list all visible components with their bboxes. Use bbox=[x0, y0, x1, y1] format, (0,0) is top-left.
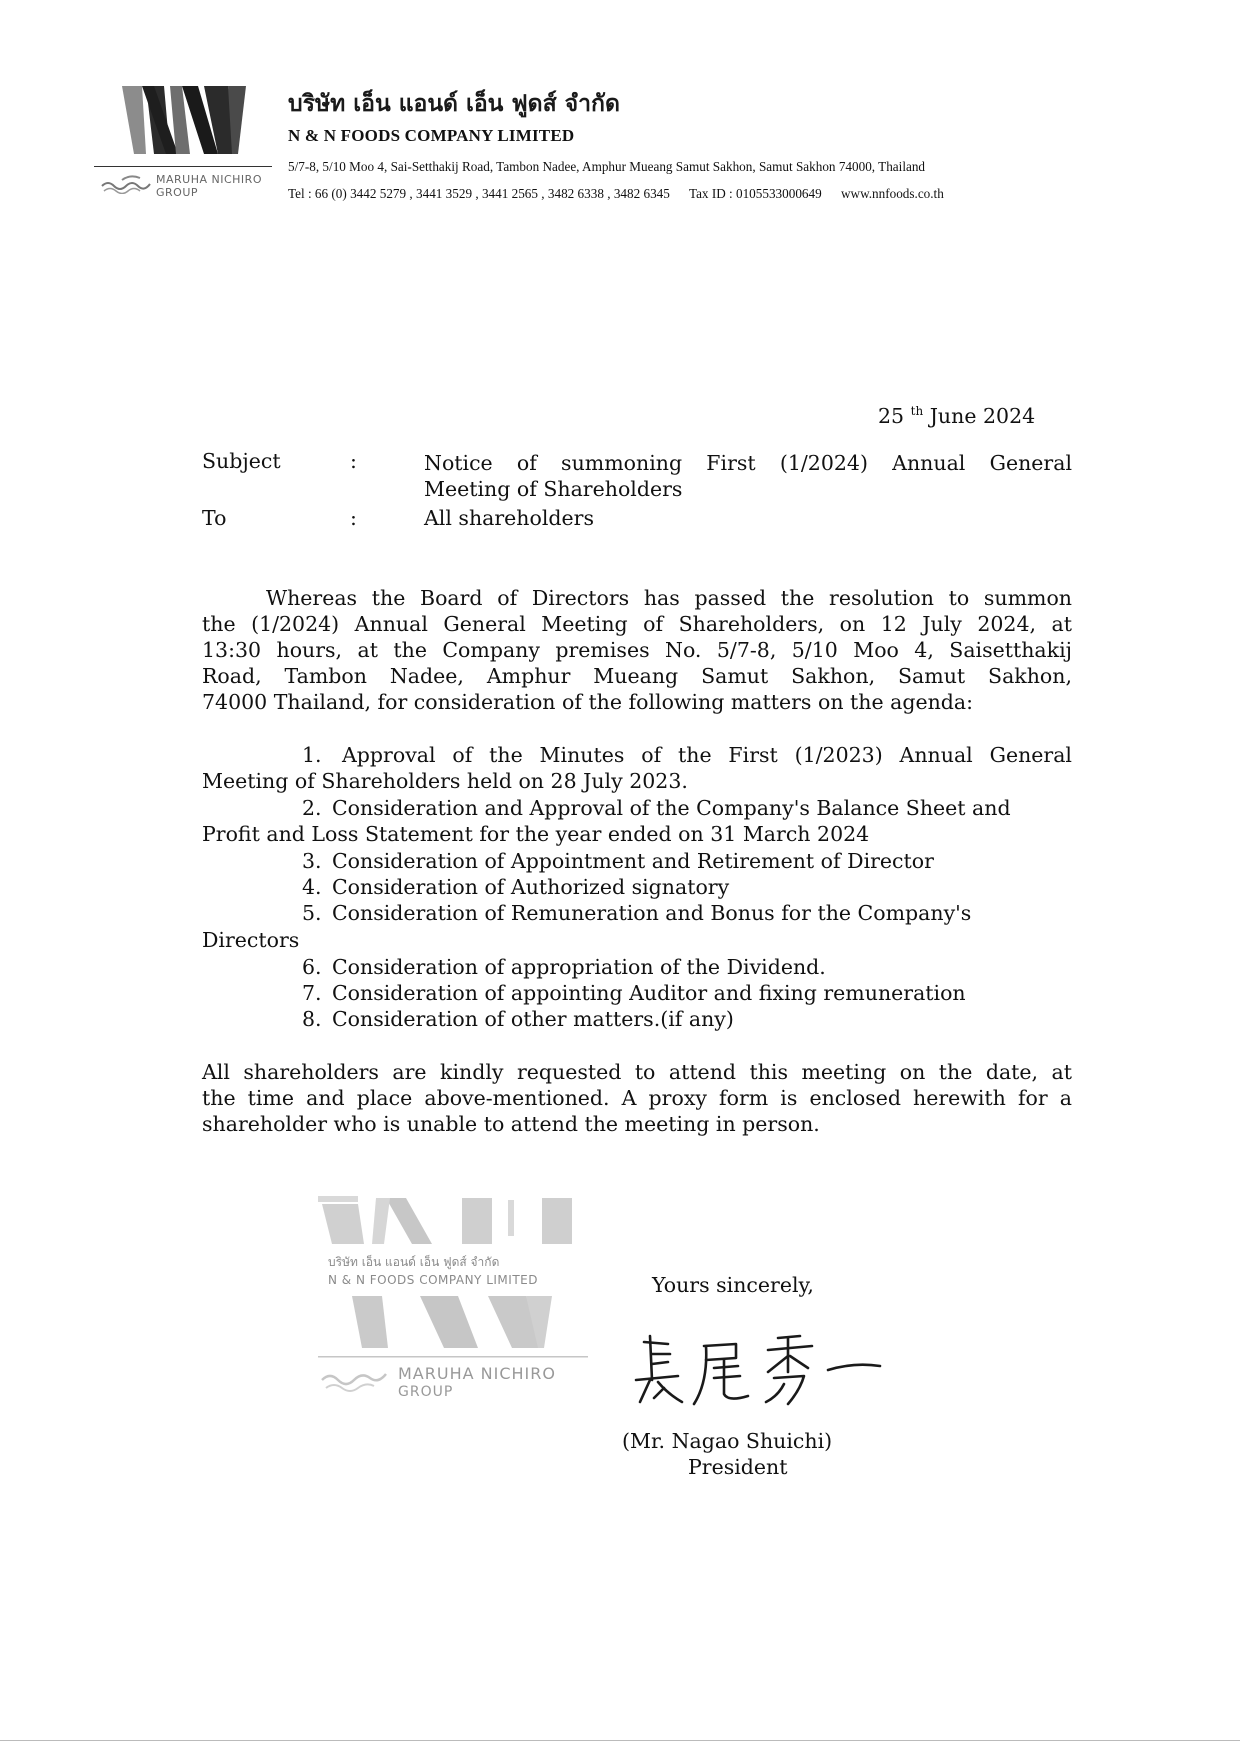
logo-divider bbox=[94, 166, 272, 167]
company-contact bbox=[288, 186, 960, 202]
closing-line: shareholder who is unable to attend the meeting in person. bbox=[202, 1112, 820, 1136]
closing-line: the time and place above-mentioned. A proxy form is enclosed herewith for a bbox=[202, 1086, 1072, 1110]
agenda-item-4: Consideration of Authorized signatory bbox=[332, 875, 730, 899]
signer-title: President bbox=[688, 1455, 788, 1479]
letter-date bbox=[878, 398, 1035, 430]
date-suffix: th bbox=[910, 404, 924, 418]
agenda-item-8: Consideration of other matters.(if any) bbox=[332, 1007, 734, 1031]
agenda-item-6: Consideration of appropriation of the Dividend. bbox=[332, 955, 826, 979]
agenda-number: 4. bbox=[302, 875, 322, 899]
agenda-item-2: Consideration and Approval of the Company's Balance Sheet and bbox=[332, 796, 1011, 820]
agenda-number: 8. bbox=[302, 1007, 322, 1031]
subject-label: Subject bbox=[202, 449, 281, 473]
handwritten-signature bbox=[628, 1332, 888, 1412]
group-word: GROUP bbox=[156, 186, 199, 199]
agenda-item-5: Consideration of Remuneration and Bonus for the Company's bbox=[332, 901, 972, 925]
company-tax-id: Tax ID : 0105533000649 bbox=[688, 186, 822, 201]
stamp-group-word: GROUP bbox=[398, 1384, 454, 1400]
intro-line: the (1/2024) Annual General Meeting of Shareholders, on 12 July 2024, at bbox=[202, 612, 1072, 636]
intro-line: Whereas the Board of Directors has passed the resolution to summon bbox=[266, 586, 1072, 610]
agenda-number: 7. bbox=[302, 981, 322, 1005]
company-tel: Tel : 66 (0) 3442 5279 , 3441 3529 , 3441 2565 , 3482 6338 , 3482 6345 bbox=[288, 186, 670, 201]
subject-line-2: Meeting of Shareholders bbox=[424, 477, 683, 501]
to-label: To bbox=[202, 506, 227, 530]
waves-icon bbox=[100, 172, 152, 194]
date-rest: June 2024 bbox=[929, 404, 1036, 428]
agenda-number: 6. bbox=[302, 955, 322, 979]
page-bottom-edge bbox=[0, 1740, 1240, 1741]
date-day: 25 bbox=[878, 404, 905, 428]
company-website: www.nnfoods.co.th bbox=[841, 186, 944, 201]
company-name-english: N & N FOODS COMPANY LIMITED bbox=[288, 126, 575, 145]
agenda-number: 5. bbox=[302, 901, 322, 925]
agenda-number: 1. bbox=[302, 743, 322, 767]
agenda-item-5-cont: Directors bbox=[202, 928, 300, 952]
agenda-item-1: Approval of the Minutes of the First (1/2023) Annual General bbox=[342, 743, 1072, 767]
agenda-item-2-cont: Profit and Loss Statement for the year ended on 31 March 2024 bbox=[202, 822, 870, 846]
agenda-number: 3. bbox=[302, 849, 322, 873]
agenda-number: 2. bbox=[302, 796, 322, 820]
company-name-thai: บริษัท เอ็น แอนด์ เอ็น ฟูดส์ จำกัด bbox=[288, 91, 620, 117]
company-address: 5/7-8, 5/10 Moo 4, Sai-Setthakij Road, Tambon Nadee, Amphur Mueang Samut Sakhon, Samut Sakhon 74000, Thailand bbox=[288, 159, 926, 174]
group-name: MARUHA NICHIRO bbox=[156, 173, 262, 186]
company-logo-icon bbox=[120, 86, 248, 154]
to-recipient: All shareholders bbox=[424, 506, 594, 530]
stamp-group-name: MARUHA NICHIRO bbox=[398, 1364, 556, 1383]
intro-line: 74000 Thailand, for consideration of the following matters on the agenda: bbox=[202, 690, 974, 714]
agenda-item-3: Consideration of Appointment and Retirement of Director bbox=[332, 849, 934, 873]
stamp-company-thai: บริษัท เอ็น แอนด์ เอ็น ฟูดส์ จำกัด bbox=[328, 1255, 500, 1269]
stamp-company-english: N & N FOODS COMPANY LIMITED bbox=[328, 1273, 538, 1287]
agenda-item-1-cont: Meeting of Shareholders held on 28 July 2023. bbox=[202, 769, 688, 793]
intro-line: 13:30 hours, at the Company premises No. 5/7-8, 5/10 Moo 4, Saisetthakij bbox=[202, 638, 1072, 662]
subject-line-1: Notice of summoning First (1/2024) Annual General bbox=[424, 451, 1072, 475]
agenda-item-7: Consideration of appointing Auditor and fixing remuneration bbox=[332, 981, 966, 1005]
intro-line: Road, Tambon Nadee, Amphur Mueang Samut Sakhon, Samut Sakhon, bbox=[202, 664, 1072, 688]
closing-line: All shareholders are kindly requested to attend this meeting on the date, at bbox=[202, 1060, 1072, 1084]
subject-colon: : bbox=[350, 449, 357, 473]
to-colon: : bbox=[350, 506, 357, 530]
valediction: Yours sincerely, bbox=[652, 1273, 814, 1297]
signer-name: (Mr. Nagao Shuichi) bbox=[622, 1429, 833, 1453]
